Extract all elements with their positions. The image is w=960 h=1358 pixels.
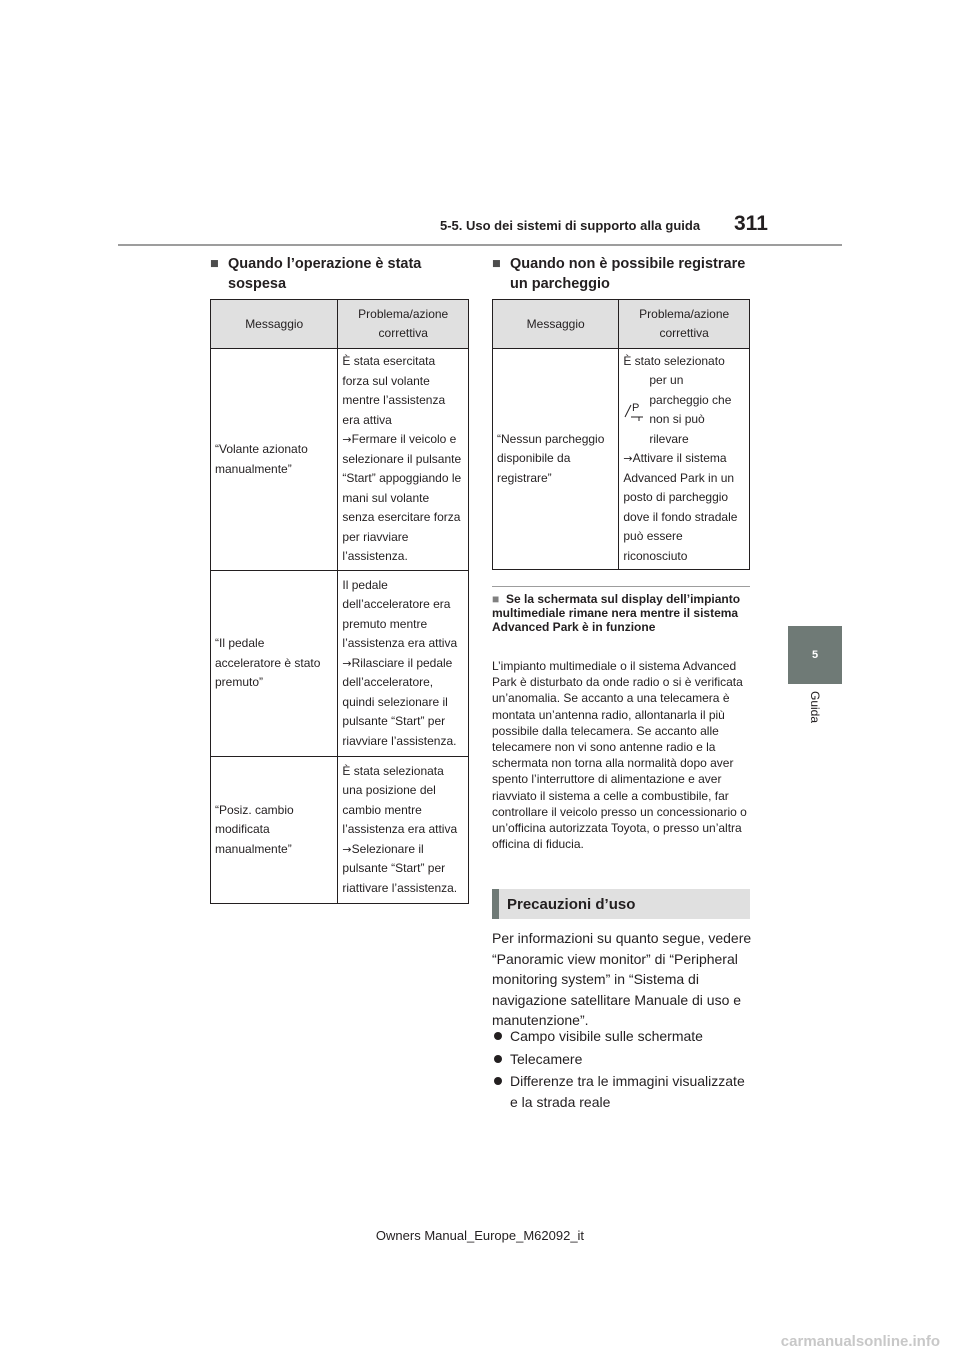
watermark: carmanualsonline.info: [780, 1333, 940, 1350]
table-header-action: Problema/azione correttiva: [338, 300, 469, 349]
cause-text: È stata selezionata una posizione del cambio mentre l’assistenza era attiva: [342, 763, 458, 837]
action-cell: [338, 571, 469, 757]
list-item: Differenze tra le immagini visualizzate e la strada reale: [492, 1071, 754, 1112]
action-cell: [338, 757, 469, 904]
note-body: L’impianto multimediale o il sistema Advanced Park è disturbato da onde radio o si è verificata un’anomalia. Se accanto a una telecamera è montata un’antenna radio, allontanarla il più possibile dalla telecamera. Se accanto alle telecamere non vi sono antenne radio e la schermata non torna alla normalità dopo aver spento l’interruttore di alimentazione e aver riavviato il sistema a celle a combustibile, far controllare il veicolo presso un concessionario o un’officina autorizzata Toyota, o presso un’altra officina di fiducia.: [492, 659, 747, 852]
precautions-intro: Per informazioni su quanto segue, vedere “Panoramic view monitor” di “Peripheral monitoring system” in “Sistema di navigazione satellitare Manuale di uso e manutenzione”.: [492, 930, 752, 1028]
action-cell: [338, 349, 469, 571]
arrow-right-icon: →: [342, 656, 352, 670]
suspended-messages-table: [210, 299, 469, 904]
chapter-number: 5: [811, 649, 819, 661]
section-header: 5-5. Uso dei sistemi di supporto alla guida: [440, 218, 701, 233]
table-row: [493, 349, 750, 570]
right-heading: ■ Quando non è possibile registrare un parcheggio: [492, 256, 746, 292]
table-header-action: Problema/azione correttiva: [619, 300, 750, 349]
chapter-label: Guida: [808, 690, 822, 724]
message-cell: “Volante azionato manualmente”: [211, 349, 338, 571]
svg-text:P: P: [632, 402, 640, 415]
arrow-right-icon: →: [342, 842, 352, 856]
message-cell: “Nessun parcheggio disponibile da registrare”: [493, 349, 619, 570]
bullet-dot-icon: [494, 1077, 502, 1085]
precautions-title: Precauzioni d’uso: [507, 895, 636, 913]
precautions-heading-box: [492, 889, 750, 919]
cause-text: È stato selezionato: [623, 353, 725, 368]
table-header-message: Messaggio: [493, 300, 619, 349]
action-cell: [619, 349, 750, 570]
table-row: [211, 757, 469, 904]
cause-text: È stata esercitata forza sul volante mentre l’assistenza era attiva: [342, 354, 446, 427]
note-heading: ■ Se la schermata sul display dell’impianto multimediale rimane nera mentre il sistema Advanced Park è in funzione: [492, 592, 741, 634]
action-text: Fermare il veicolo e selezionare il pulsante “Start” appoggiando le mani sul volante senza esercitare forza per riavviare l’assistenza.: [342, 432, 462, 564]
square-bullet-icon: ■: [210, 256, 219, 272]
cause-text-end: per un parcheggio che non si può rilevare: [649, 373, 732, 446]
bullet-dot-icon: [494, 1055, 502, 1063]
bullet-dot-icon: [494, 1032, 502, 1040]
footer: Owners Manual_Europe_M62092_it: [375, 1228, 585, 1243]
list-item: Telecamere: [492, 1049, 754, 1070]
page-number: 311: [734, 212, 768, 235]
header-rule: [118, 244, 842, 246]
heading-accent-bar: [492, 889, 499, 919]
square-bullet-icon: ■: [492, 592, 500, 606]
parking-slot-icon: [623, 399, 645, 421]
arrow-right-icon: →: [623, 452, 633, 466]
table-header-message: Messaggio: [211, 300, 338, 349]
message-cell: “Il pedale acceleratore è stato premuto”: [211, 571, 338, 757]
action-text: Rilasciare il pedale dell’acceleratore, quindi selezionare il pulsante “Start” per riavviare l’assistenza.: [342, 655, 457, 748]
registration-messages-table: [492, 299, 750, 570]
note-rule: [492, 586, 750, 587]
table-row: [211, 571, 469, 757]
action-text: Attivare il sistema Advanced Park in un posto di parcheggio dove il fondo stradale può essere riconosciuto: [623, 451, 738, 563]
message-cell: “Posiz. cambio modificata manualmente”: [211, 757, 338, 904]
precautions-list: [492, 1026, 754, 1114]
list-item: Campo visibile sulle schermate: [492, 1026, 754, 1047]
square-bullet-icon: ■: [492, 256, 501, 272]
left-heading: ■ Quando l’operazione è stata sospesa: [210, 256, 422, 292]
arrow-right-icon: →: [342, 433, 352, 447]
action-text: Selezionare il pulsante “Start” per riattivare l’assistenza.: [342, 841, 458, 895]
table-row: [211, 349, 469, 571]
cause-text: Il pedale dell’acceleratore era premuto mentre l’assistenza era attiva: [342, 577, 458, 651]
